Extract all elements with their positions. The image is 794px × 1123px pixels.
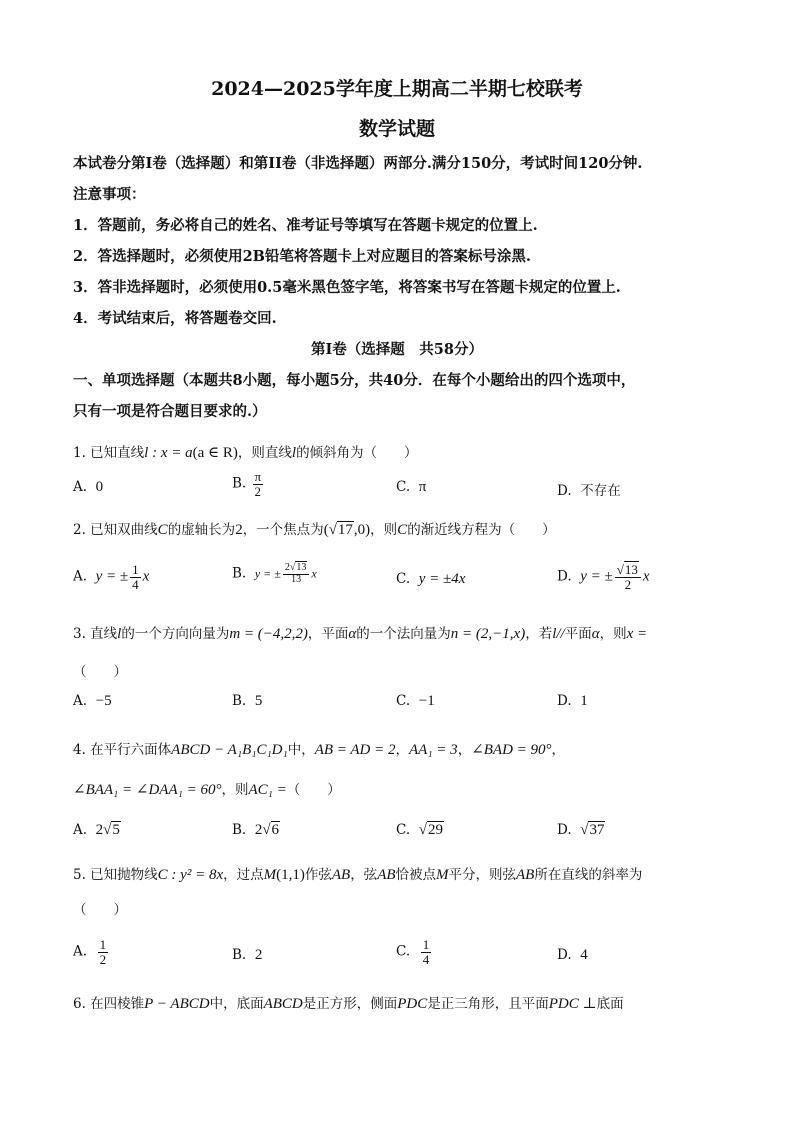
section-heading-line1: 一、单项选择题（本题共8小题，每小题5分，共40分．在每个小题给出的四个选项中， [73, 372, 636, 389]
q4-option-c: C. √29 [396, 822, 443, 838]
question-3-line2: （ ） [73, 664, 127, 680]
q5-option-c: C. $\frac{1}{4}$ [396, 937, 430, 967]
q4-option-b: B. 2√6 [232, 822, 280, 838]
q4-option-a: A. 2√5 [73, 822, 120, 838]
part1-title: 第I卷（选择题 共58分） [311, 341, 483, 358]
q1-option-a: A. 0 [73, 479, 104, 495]
q5-option-a: A. $\frac{1}{2}$ [73, 937, 107, 967]
section-heading-line2: 只有一项是符合题目要求的.） [73, 403, 267, 420]
note-2: 2．答选择题时，必须使用2B铅笔将答题卡上对应题目的答案标号涂黑. [73, 248, 531, 265]
note-3: 3．答非选择题时，必须使用0.5毫米黑色签字笔，将答案书写在答题卡规定的位置上. [73, 279, 621, 296]
q5-option-b: B. 2 [232, 947, 263, 963]
question-5-stem: 5. 已知抛物线C : y² = 8x，过点M(1,1)作弦AB，弦AB恰被点M平分，则弦AB所在直线的斜率为 [73, 867, 643, 883]
intro-line: 本试卷分第I卷（选择题）和第II卷（非选择题）两部分.满分150分，考试时间120分钟. [73, 155, 643, 172]
question-6-stem: 6. 在四棱锥P − ABCD中，底面ABCD是正方形，侧面PDC是正三角形，且平面PDC ⊥底面 [73, 996, 624, 1012]
note-1: 1．答题前，务必将自己的姓名、准考证号等填写在答题卡规定的位置上. [73, 217, 538, 234]
q1-option-c: C. π [396, 479, 427, 495]
exam-subtitle: 数学试题 [358, 118, 435, 140]
q2-option-a: A. y = ± $\frac{1}{4}$ x [73, 562, 150, 592]
q5-option-d: D. 4 [557, 947, 588, 963]
exam-title: 2024—2025学年度上期高二半期七校联考 [211, 78, 583, 100]
note-4: 4．考试结束后，将答题卷交回. [73, 310, 277, 327]
q3-option-c: C. −1 [396, 693, 435, 709]
q1-option-b: B. $\frac{\pi}{2}$ [232, 469, 262, 499]
question-4-stem: 4. 在平行六面体ABCD − A₁B₁C₁D₁中，AB = AD = 2，AA₁ = 3，∠BAD = 90°， [73, 742, 566, 758]
question-4-line2: ∠BAA₁ = ∠DAA₁ = 60°，则AC₁ =（ ） [73, 782, 341, 798]
q2-option-b: B. y = ± $\frac{2√13}{13}$ x [232, 562, 317, 585]
q3-option-d: D. 1 [557, 693, 588, 709]
question-3-stem: 3. 直线l的一个方向向量为m = (−4,2,2)，平面α的一个法向量为n = (2,−1,x)，若l//平面α，则x = [73, 626, 648, 642]
q4-option-d: D. √37 [557, 822, 605, 838]
q2-option-c: C. y = ±4x [396, 571, 466, 587]
q1-option-d: D. 不存在 [557, 483, 621, 499]
q3-option-a: A. −5 [73, 693, 112, 709]
q2-option-d: D. y = ± $\frac{√13}{2}$ x [557, 562, 650, 592]
question-2-stem: 2. 已知双曲线C的虚轴长为2，一个焦点为(√17,0)，则C的渐近线方程为（ ） [73, 522, 556, 538]
q3-option-b: B. 5 [232, 693, 263, 709]
question-5-line2: （ ） [73, 902, 127, 918]
notes-title: 注意事项： [73, 186, 146, 203]
question-1-stem: 1. 已知直线l : x = a(a ∈ R)，则直线l的倾斜角为（ ） [73, 445, 418, 461]
